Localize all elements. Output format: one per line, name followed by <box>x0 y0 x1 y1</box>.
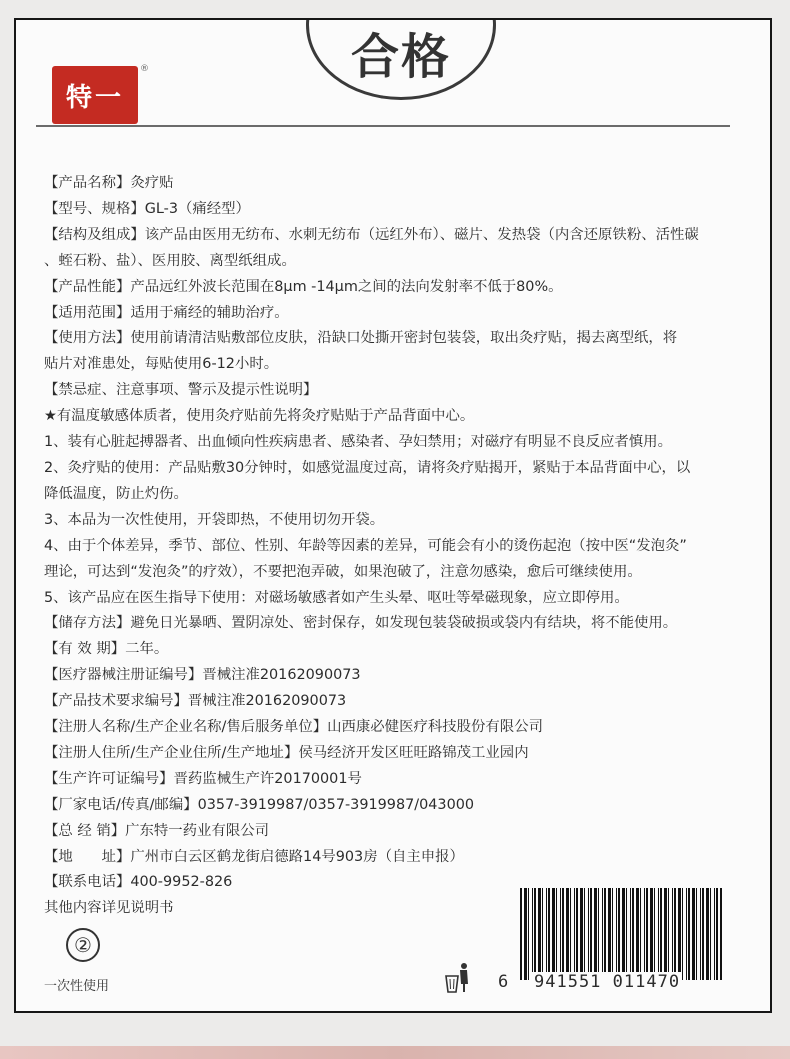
brand-logo: 特一 <box>52 66 138 124</box>
background-strip <box>0 1046 790 1059</box>
text-line: 【产品性能】产品远红外波长范围在8μm -14μm之间的法向发射率不低于80%。 <box>44 278 563 295</box>
text-line: 【注册人名称/生产企业名称/售后服务单位】山西康必健医疗科技股份有限公司 <box>44 719 543 736</box>
text-line: 【使用方法】使用前请清洁贴敷部位皮肤，沿缺口处撕开密封包装袋，取出灸疗贴，揭去离型纸，将 <box>44 330 678 347</box>
registered-mark: ® <box>140 64 149 74</box>
text-line: 3、本品为一次性使用，开袋即热，不使用切勿开袋。 <box>44 511 385 528</box>
trash-bin-icon <box>444 962 474 994</box>
header-divider <box>36 125 730 127</box>
text-line: 【联系电话】400-9952-826 <box>44 874 233 891</box>
text-line: ★有温度敏感体质者，使用灸疗贴前先将灸疗贴贴于产品背面中心。 <box>44 408 475 425</box>
barcode-digits: 941551 011470 <box>534 972 681 992</box>
text-line: 【生产许可证编号】晋药监械生产许20170001号 <box>44 770 362 787</box>
barcode-lead-digit: 6 <box>498 972 509 992</box>
text-line: 【厂家电话/传真/邮编】0357-3919987/0357-3919987/043000 <box>44 796 475 813</box>
barcode <box>498 888 722 992</box>
text-line: 、蛭石粉、盐）、医用胶、离型纸组成。 <box>44 252 296 269</box>
text-line: 4、由于个体差异，季节、部位、性别、年龄等因素的差异，可能会有小的烫伤起泡（按中医“发泡灸” <box>44 537 687 554</box>
text-line: 降低温度，防止灼伤。 <box>44 485 188 502</box>
text-line: 【型号、规格】GL-3（痛经型） <box>44 200 250 217</box>
text-line: 【结构及组成】该产品由医用无纺布、水刺无纺布（远红外布）、磁片、发热袋（内含还原铁粉、活性碳 <box>44 226 699 243</box>
barcode-bars <box>520 888 722 980</box>
text-line: 【注册人住所/生产企业住所/生产地址】侯马经济开发区旺旺路锦茂工业园内 <box>44 744 529 761</box>
text-line: 其他内容详见说明书 <box>44 900 174 917</box>
qualified-stamp <box>306 18 496 100</box>
text-line: 【有 效 期】二年。 <box>44 641 169 658</box>
text-line: 【产品技术要求编号】晋械注准20162090073 <box>44 693 347 710</box>
text-line: 理论，可达到“发泡灸”的疗效），不要把泡弄破，如果泡破了，注意勿感染，愈后可继续使用。 <box>44 563 642 580</box>
text-line: 【总 经 销】广东特一药业有限公司 <box>44 822 270 839</box>
stamp-text: 合格 <box>350 29 451 85</box>
text-line: 1、装有心脏起搏器者、出血倾向性疾病患者、感染者、孕妇禁用；对磁疗有明显不良反应者慎用。 <box>44 434 672 451</box>
text-line: 【适用范围】适用于痛经的辅助治疗。 <box>44 304 289 321</box>
text-line: 5、该产品应在医生指导下使用：对磁场敏感者如产生头晕、呕吐等晕磁现象，应立即停用。 <box>44 589 629 606</box>
text-line: 【产品名称】灸疗贴 <box>44 175 174 191</box>
do-not-reuse-icon: ② <box>66 928 100 962</box>
package-back-panel <box>14 18 772 1013</box>
instructions-text <box>44 171 744 922</box>
text-line: 2、灸疗贴的使用：产品贴敷30分钟时，如感觉温度过高，请将灸疗贴揭开，紧贴于本品背面中心，以 <box>44 459 691 476</box>
text-line: 【地 址】广州市白云区鹤龙街启德路14号903房（自主申报） <box>44 848 464 865</box>
text-line: 【禁忌症、注意事项、警示及提示性说明】 <box>44 382 318 399</box>
text-line: 【储存方法】避免日光暴晒、置阴凉处、密封保存，如发现包装袋破损或袋内有结块，将不能使用。 <box>44 615 678 632</box>
text-line: 【医疗器械注册证编号】晋械注准20162090073 <box>44 667 361 684</box>
single-use-label: 一次性使用 <box>44 979 110 994</box>
text-line: 贴片对准患处，每贴使用6-12小时。 <box>44 356 279 373</box>
